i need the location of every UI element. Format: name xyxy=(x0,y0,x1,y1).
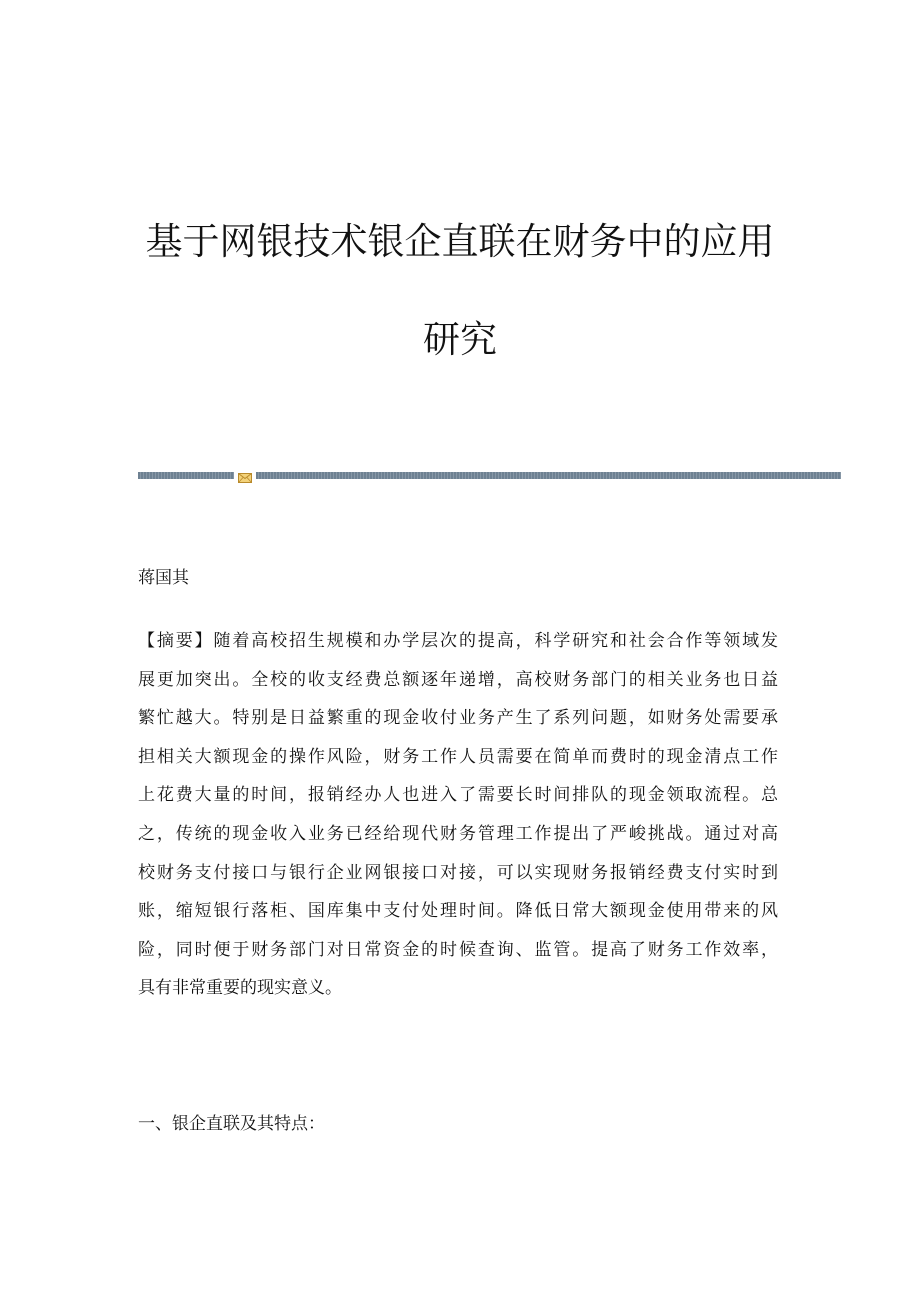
abstract-line: 之，传统的现金收入业务已经给现代财务管理工作提出了严峻挑战。通过对高 xyxy=(138,823,778,844)
abstract-line: 账，缩短银行落柜、国库集中支付处理时间。降低日常大额现金使用带来的风 xyxy=(138,901,778,922)
divider-bar-left xyxy=(138,472,234,479)
title-divider xyxy=(138,470,841,480)
document-title-line-1: 基于网银技术银企直联在财务中的应用 xyxy=(145,220,775,263)
abstract-line: 上花费大量的时间，报销经办人也进入了需要长时间排队的现金领取流程。总 xyxy=(138,785,778,806)
abstract-line: 险，同时便于财务部门对日常资金的时候查询、监管。提高了财务工作效率， xyxy=(138,939,778,960)
abstract-line: 繁忙越大。特别是日益繁重的现金收付业务产生了系列问题，如财务处需要承 xyxy=(138,708,778,729)
abstract-line: 具有非常重要的现实意义。 xyxy=(138,978,342,999)
abstract-paragraph xyxy=(138,622,778,1008)
abstract-line: 担相关大额现金的操作风险，财务工作人员需要在简单而费时的现金清点工作 xyxy=(138,746,778,767)
author-name: 蒋国其 xyxy=(138,568,189,588)
section-heading: 一、银企直联及其特点： xyxy=(138,1114,325,1134)
envelope-icon xyxy=(238,470,252,480)
document-title-line-2: 研究 xyxy=(423,318,497,361)
abstract-line: 展更加突出。全校的收支经费总额逐年递增，高校财务部门的相关业务也日益 xyxy=(138,669,778,690)
divider-bar-right xyxy=(256,472,841,479)
abstract-line: 校财务支付接口与银行企业网银接口对接，可以实现财务报销经费支付实时到 xyxy=(138,862,778,883)
abstract-line: 【摘要】随着高校招生规模和办学层次的提高，科学研究和社会合作等领域发 xyxy=(138,631,778,651)
